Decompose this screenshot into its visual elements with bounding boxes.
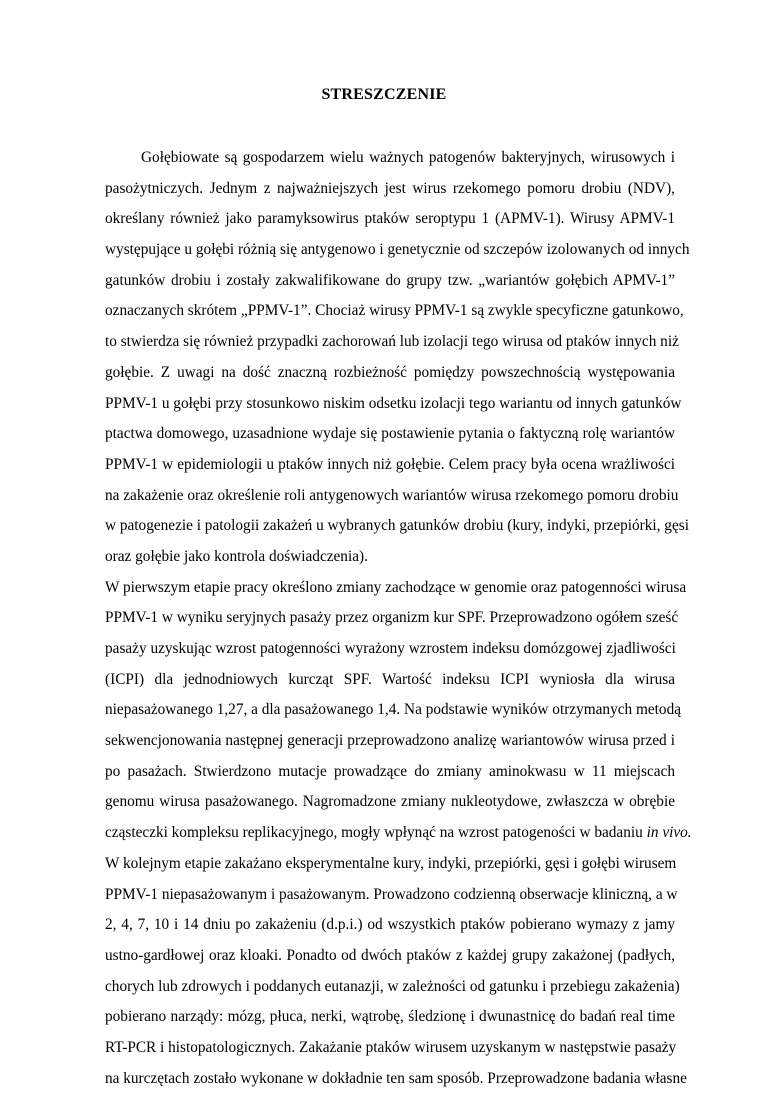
- text-line-content: oraz gołębie jako kontrola doświadczenia).: [105, 547, 368, 565]
- text-line-content: Gołębiowate są gospodarzem wielu ważnych patogenów bakteryjnych, wirusowych i: [141, 149, 675, 166]
- text-line: [105, 910, 675, 941]
- text-line-content: pasaży uzyskując wzrost patogenności wyrażony wzrostem indeksu domózgowej zjadliwości: [105, 640, 676, 657]
- text-line: [105, 1064, 687, 1094]
- text-line: [105, 1002, 675, 1033]
- text-line: [105, 204, 675, 235]
- text-line-content: występujące u gołębi różnią się antygenowo i genetycznie od szczepów izolowanych od innych: [105, 241, 690, 259]
- text-line: [105, 849, 675, 880]
- text-line: [105, 634, 675, 665]
- text-line: [105, 573, 687, 604]
- text-line-content: określany również jako paramyksowirus ptaków seroptypu 1 (APMV-1). Wirusy APMV-1: [105, 210, 675, 228]
- text-line-content: sekwencjonowania następnej generacji przeprowadzono analizę wariantowów wirusa przed i: [105, 732, 675, 750]
- text-line-content: PPMV-1 w epidemiologii u ptaków innych niż gołębie. Celem pracy była ocena wrażliwości: [105, 455, 675, 473]
- text-line-content: gołębie. Z uwagi na dość znaczną rozbieżność pomiędzy powszechnością występowania: [105, 363, 675, 381]
- text-line-content: (ICPI) dla jednodniowych kurcząt SPF. Wartość indeksu ICPI wyniosła dla wirusa: [105, 670, 675, 688]
- text-line: [105, 296, 684, 327]
- text-line-content: W kolejnym etapie zakażano eksperymentalne kury, indyki, przepiórki, gęsi i gołębi wirusem: [105, 854, 677, 872]
- text-line: [105, 941, 675, 972]
- text-line-content: niepasażowanego 1,27, a dla pasażowanego 1,4. Na podstawie wyników otrzymanych metodą: [105, 701, 682, 719]
- text-line-content: oznaczanych skrótem „PPMV-1”. Chociaż wirusy PPMV-1 są zwykle specyficzne gatunkowo,: [105, 302, 684, 320]
- text-line-content: to stwierdza się również przypadki zachorowań lub izolacji tego wirusa od ptaków innych niż: [105, 333, 679, 351]
- text-line: [105, 266, 675, 297]
- text-line-content: cząsteczki kompleksu replikacyjnego, mogły wpłynąć na wzrost patogeności w badaniu: [105, 824, 647, 842]
- text-line-content: pasożytniczych. Jednym z najważniejszych jest wirus rzekomego pomoru drobiu (NDV),: [105, 179, 675, 197]
- text-line-content: po pasażach. Stwierdzono mutacje prowadzące do zmiany aminokwasu w 11 miejscach: [105, 762, 675, 780]
- text-line-content: ustno-gardłowej oraz kloaki. Ponadto od dwóch ptaków z każdej grupy zakażonej (padłych,: [105, 946, 675, 964]
- text-line: [105, 327, 679, 358]
- text-line-content: na zakażenie oraz określenie roli antygenowych wariantów wirusa rzekomego pomoru drobiu: [105, 486, 679, 504]
- text-line-content: ptactwa domowego, uzasadnione wydaje się postawienie pytania o faktyczną rolę wariantów: [105, 425, 675, 443]
- text-line: [105, 174, 675, 205]
- text-line: [105, 235, 690, 266]
- text-line-content: W pierwszym etapie pracy określono zmiany zachodzące w genomie oraz patogenności wirusa: [105, 578, 687, 596]
- text-line: [105, 726, 675, 757]
- text-line: [105, 143, 675, 174]
- text-line-content: 2, 4, 7, 10 i 14 dniu po zakażeniu (d.p.i.) od wszystkich ptaków pobierano wymazy z jamy: [105, 916, 675, 934]
- text-line-content: PPMV-1 w wyniku seryjnych pasaży przez organizm kur SPF. Przeprowadzono ogółem sześć: [105, 609, 679, 627]
- text-line-content: gatunków drobiu i zostały zakwalifikowane do grupy tzw. „wariantów gołębich APMV-1”: [105, 271, 675, 289]
- page-title: STRESZCZENIE: [321, 86, 447, 103]
- text-line: [105, 880, 678, 911]
- text-line: [105, 665, 675, 696]
- text-line-content: PPMV-1 niepasażowanym i pasażowanym. Prowadzono codzienną obserwacje kliniczną, a w: [105, 885, 678, 903]
- text-line: [105, 419, 675, 450]
- text-line-content: genomu wirusa pasażowanego. Nagromadzone zmiany nukleotydowe, zwłaszcza w obrębie: [105, 793, 675, 811]
- text-line-content: na kurczętach zostało wykonane w dokładnie ten sam sposób. Przeprowadzone badania własne: [105, 1069, 687, 1087]
- text-line: [105, 511, 689, 542]
- text-line-content: w patogenezie i patologii zakażeń u wybranych gatunków drobiu (kury, indyki, przepiórki, gęsi: [105, 517, 689, 535]
- text-line: [105, 695, 682, 726]
- text-line: [105, 757, 675, 788]
- text-line: [105, 389, 682, 420]
- text-line: [105, 450, 675, 481]
- text-line: [105, 542, 675, 573]
- text-line-content: chorych lub zdrowych i poddanych eutanazji, w zależności od gatunku i przebiegu zakażenia): [105, 977, 680, 995]
- text-line: [105, 972, 680, 1003]
- text-line: [105, 481, 679, 512]
- text-line: [105, 818, 692, 849]
- italic-term: in vivo.: [646, 824, 692, 842]
- text-line-content: pobierano narządy: mózg, płuca, nerki, wątrobę, śledzionę i dwunastnicę do badań real time: [105, 1008, 675, 1026]
- text-line: [105, 1033, 675, 1064]
- text-line-content: RT-PCR i histopatologicznych. Zakażanie ptaków wirusem uzyskanym w następstwie pasaży: [105, 1038, 677, 1056]
- text-line: [105, 603, 679, 634]
- text-line: [105, 358, 675, 389]
- text-line-content: PPMV-1 u gołębi przy stosunkowo niskim odsetku izolacji tego wariantu od innych gatunków: [105, 394, 682, 412]
- abstract-body: [105, 143, 692, 1094]
- text-line: [105, 787, 675, 818]
